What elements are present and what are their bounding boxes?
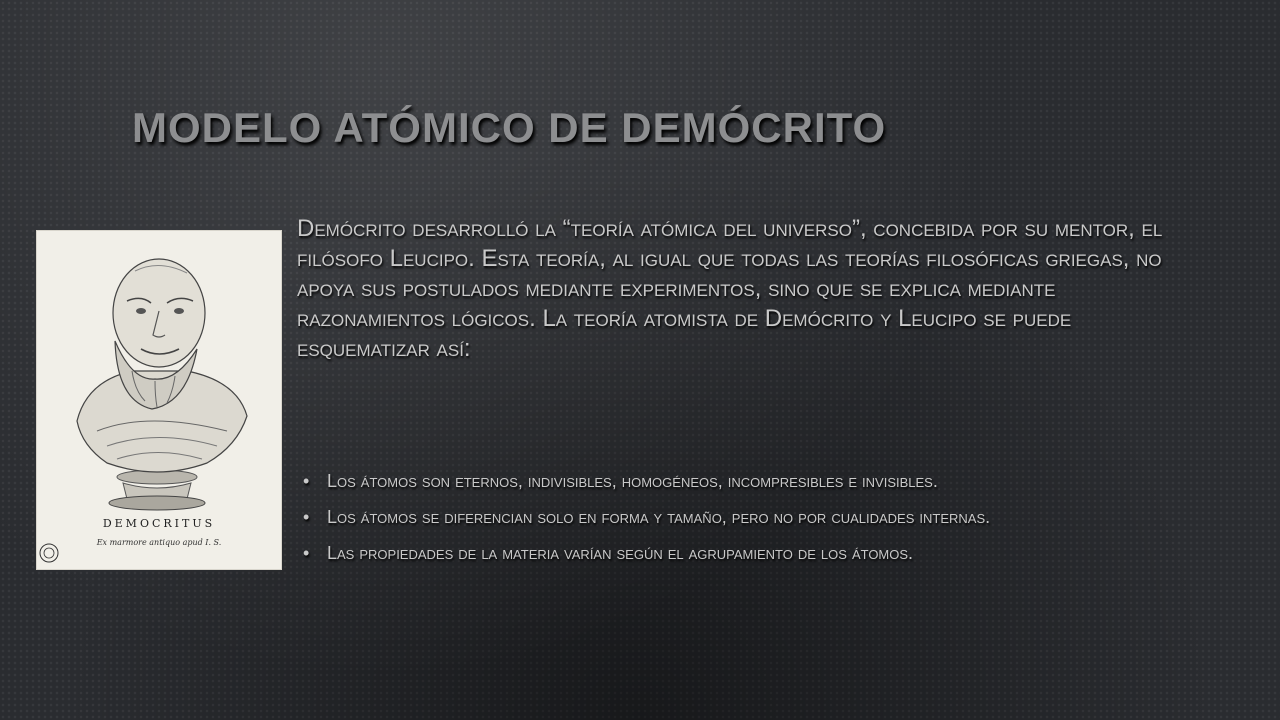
library-stamp [40,544,58,562]
list-item [303,542,1203,564]
bullet-icon: • [303,543,310,563]
list-item [303,470,1203,492]
list-item-text: Las propiedades de la materia varían según el agrupamiento de los átomos. [327,543,914,563]
list-item-text: Los átomos se diferencian solo en forma y tamaño, pero no por cualidades internas. [327,507,991,527]
list-item [303,506,1203,528]
bullet-icon: • [303,507,310,527]
portrait-caption: DEMOCRITUS [102,517,216,530]
list-item-text: Los átomos son eternos, indivisibles, homogéneos, incompresibles e invisibles. [327,471,938,491]
slide-title: MODELO ATÓMICO DE DEMÓCRITO [132,104,887,151]
intro-paragraph: Demócrito desarrolló la “teoría atómica del universo”, concebida por su mentor, el filósofo Leucipo. Esta teoría, al igual que todas las teorías filosóficas griegas, no apoya sus postulados mediante experimentos, sino que se explica mediante razonamientos lógicos. La teoría atomista de Demócrito y Leucipo se puede esquematizar así: [297,215,1163,362]
bullet-list [303,470,1203,578]
democritus-portrait [36,230,282,570]
portrait-subcaption: Ex marmore antiquo apud I. S. [96,538,222,547]
bullet-icon: • [303,471,310,491]
